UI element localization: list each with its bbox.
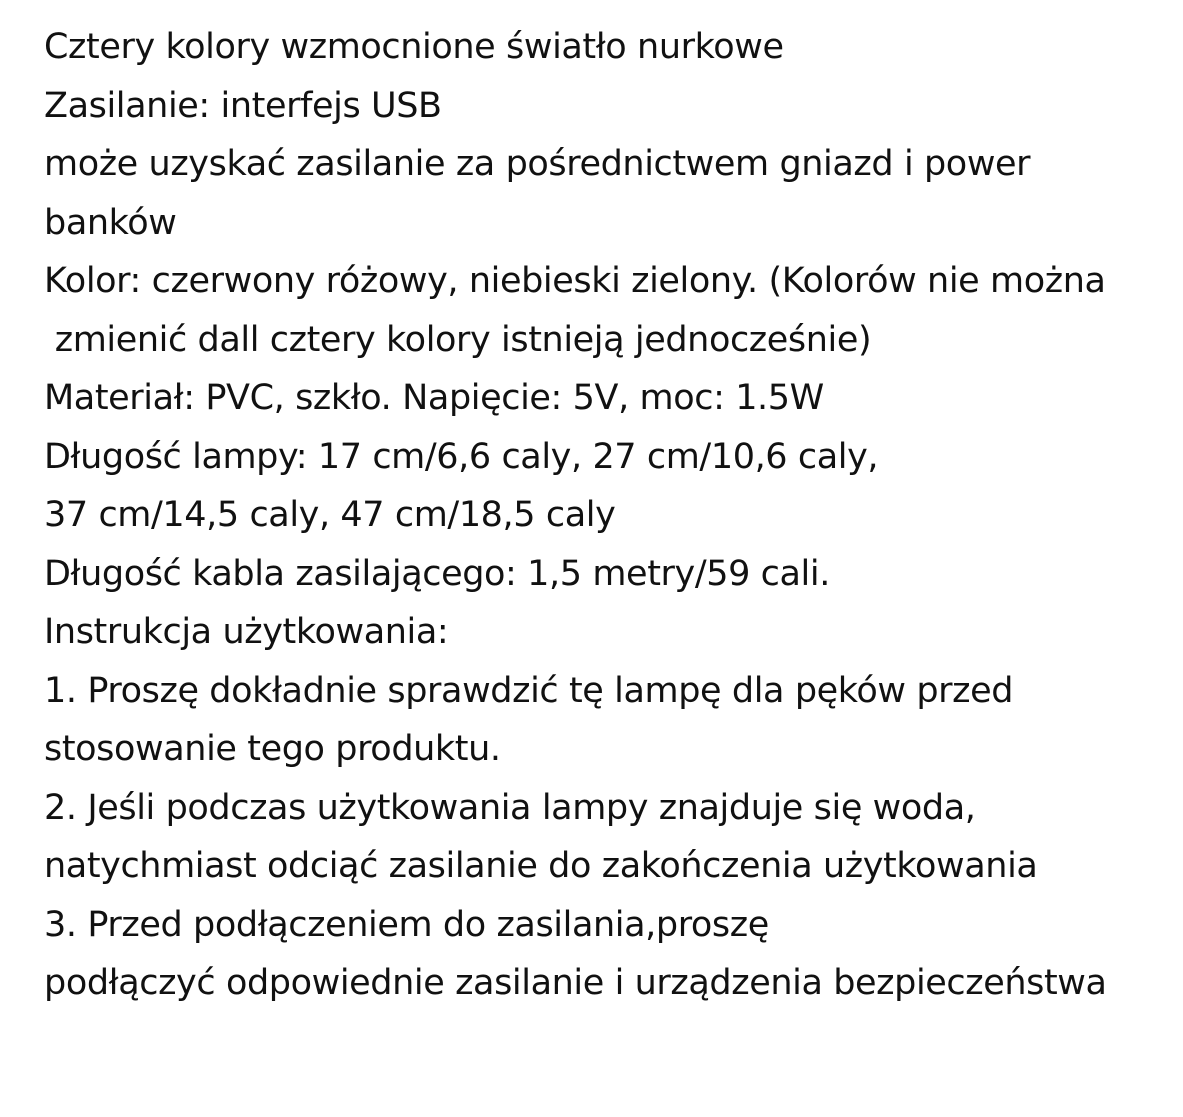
text-line-color-cont: zmienić dall cztery kolory istnieją jednocześnie) <box>44 319 872 360</box>
text-line-title: Cztery kolory wzmocnione światło nurkowe <box>44 27 784 67</box>
text-line-material: Materiał: PVC, szkło. Napięcie: 5V, moc: 1.5W <box>44 378 824 418</box>
text-line-instruction-1-cont: stosowanie tego produktu. <box>44 729 501 769</box>
text-line-instructions-heading: Instrukcja użytkowania: <box>44 612 449 652</box>
text-line-instruction-3-cont: podłączyć odpowiednie zasilanie i urządzenia bezpieczeństwa <box>44 963 1107 1003</box>
text-line-instruction-1: 1. Proszę dokładnie sprawdzić tę lampę dla pęków przed <box>44 670 1014 711</box>
text-line-power-supply: Zasilanie: interfejs USB <box>44 85 442 126</box>
text-line-color: Kolor: czerwony różowy, niebieski zielony. (Kolorów nie można <box>44 261 1106 301</box>
text-line-instruction-2-cont: natychmiast odciąć zasilanie do zakończenia użytkowania <box>44 846 1038 886</box>
text-line-lamp-length: Długość lampy: 17 cm/6,6 caly, 27 cm/10,6 caly, <box>44 436 879 477</box>
product-description <box>44 18 1183 1013</box>
text-line-instruction-3: 3. Przed podłączeniem do zasilania,proszę <box>44 904 769 945</box>
text-line-lamp-length-cont: 37 cm/14,5 caly, 47 cm/18,5 caly <box>44 495 616 535</box>
text-line-instruction-2: 2. Jeśli podczas użytkowania lampy znajduje się woda, <box>44 787 976 828</box>
text-line-cable-length: Długość kabla zasilającego: 1,5 metry/59 cali. <box>44 553 830 594</box>
text-line-power-source: może uzyskać zasilanie za pośrednictwem gniazd i power <box>44 144 1031 184</box>
text-line-power-source-cont: banków <box>44 202 177 243</box>
